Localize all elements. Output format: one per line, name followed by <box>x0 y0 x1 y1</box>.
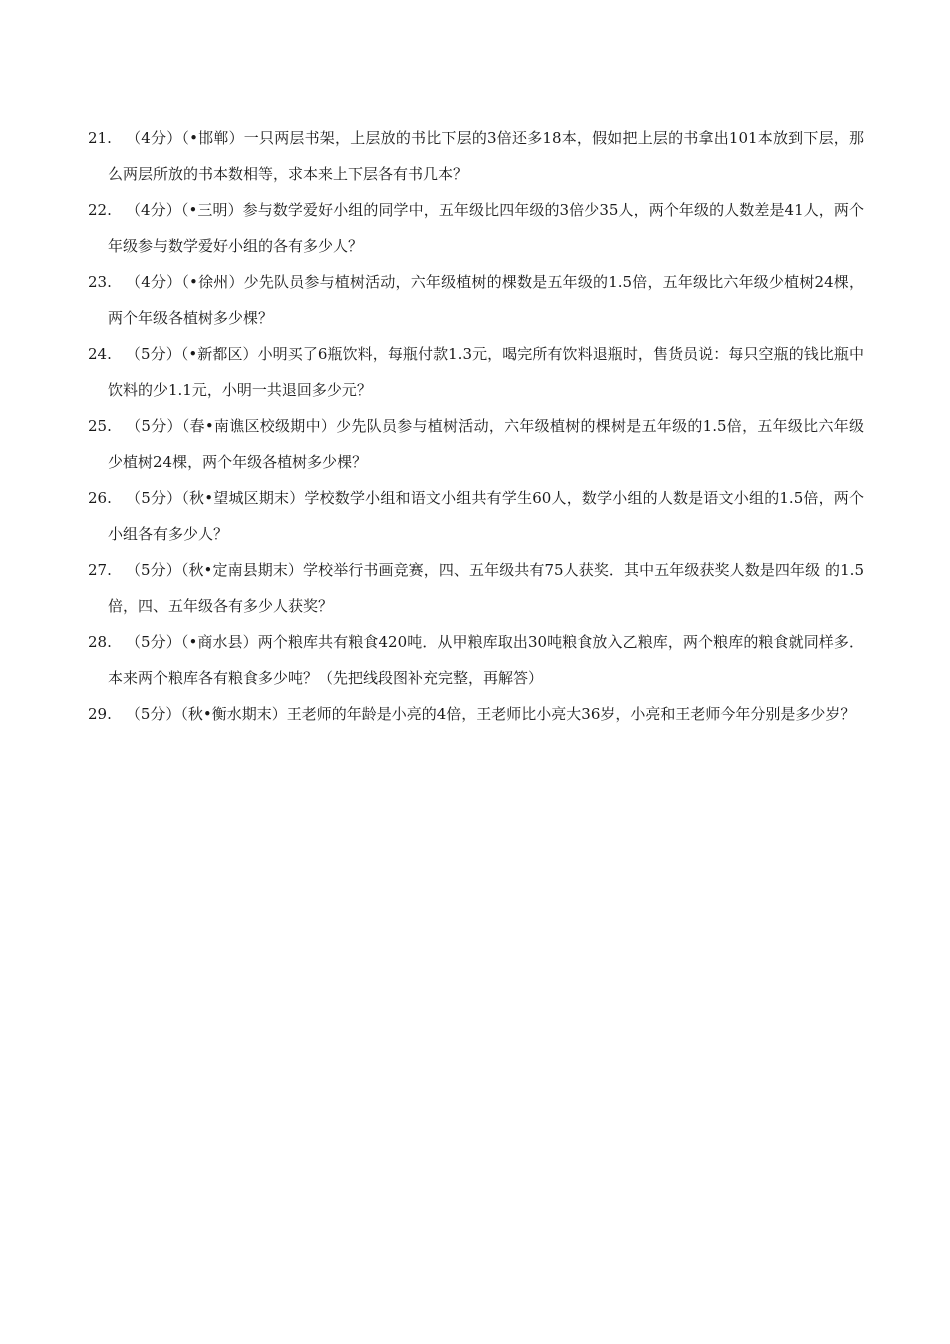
problem-number: 28. <box>88 633 112 651</box>
problem-26 <box>88 480 864 552</box>
problem-number: 24. <box>88 345 112 363</box>
problem-text: （5分）（秋•定南县期末）学校举行书画竞赛，四、五年级共有75人获奖．其中五年级获奖人数是四年级 的1.5倍，四、五年级各有多少人获奖？ <box>108 561 864 615</box>
problem-text: （4分）（•邯郸）一只两层书架，上层放的书比下层的3倍还多18本，假如把上层的书拿出101本放到下层，那么两层所放的书本数相等，求本来上下层各有书几本？ <box>108 129 864 183</box>
problem-text: （5分）（秋•望城区期末）学校数学小组和语文小组共有学生60人，数学小组的人数是语文小组的1.5倍，两个小组各有多少人？ <box>108 489 864 543</box>
problem-28 <box>88 624 864 696</box>
problem-25 <box>88 408 864 480</box>
problem-29 <box>88 696 864 732</box>
problem-text: （4分）（•三明）参与数学爱好小组的同学中，五年级比四年级的3倍少35人，两个年级的人数差是41人，两个年级参与数学爱好小组的各有多少人？ <box>108 201 864 255</box>
problem-text: （4分）（•徐州）少先队员参与植树活动，六年级植树的棵数是五年级的1.5倍，五年级比六年级少植树24棵，两个年级各植树多少棵？ <box>108 273 864 327</box>
problem-text: （5分）（秋•衡水期末）王老师的年龄是小亮的4倍，王老师比小亮大36岁，小亮和王老师今年分别是多少岁？ <box>125 705 856 723</box>
problem-text: （5分）（•新都区）小明买了6瓶饮料，每瓶付款1.3元，喝完所有饮料退瓶时，售货员说：每只空瓶的钱比瓶中饮料的少1.1元，小明一共退回多少元？ <box>108 345 864 399</box>
problem-23 <box>88 264 864 336</box>
problem-number: 27. <box>88 561 112 579</box>
problem-22 <box>88 192 864 264</box>
problem-number: 25. <box>88 417 112 435</box>
problem-24 <box>88 336 864 408</box>
problem-number: 22. <box>88 201 112 219</box>
problem-text: （5分）（春•南谯区校级期中）少先队员参与植树活动，六年级植树的棵树是五年级的1.5倍，五年级比六年级少植树24棵，两个年级各植树多少棵？ <box>108 417 864 471</box>
problem-number: 26. <box>88 489 112 507</box>
problem-list <box>88 120 864 732</box>
problem-text: （5分）（•商水县）两个粮库共有粮食420吨．从甲粮库取出30吨粮食放入乙粮库，两个粮库的粮食就同样多．本来两个粮库各有粮食多少吨？（先把线段图补充完整，再解答） <box>108 633 864 687</box>
problem-number: 23. <box>88 273 112 291</box>
problem-number: 29. <box>88 705 112 723</box>
problem-27 <box>88 552 864 624</box>
problem-21 <box>88 120 864 192</box>
problem-number: 21. <box>88 129 112 147</box>
